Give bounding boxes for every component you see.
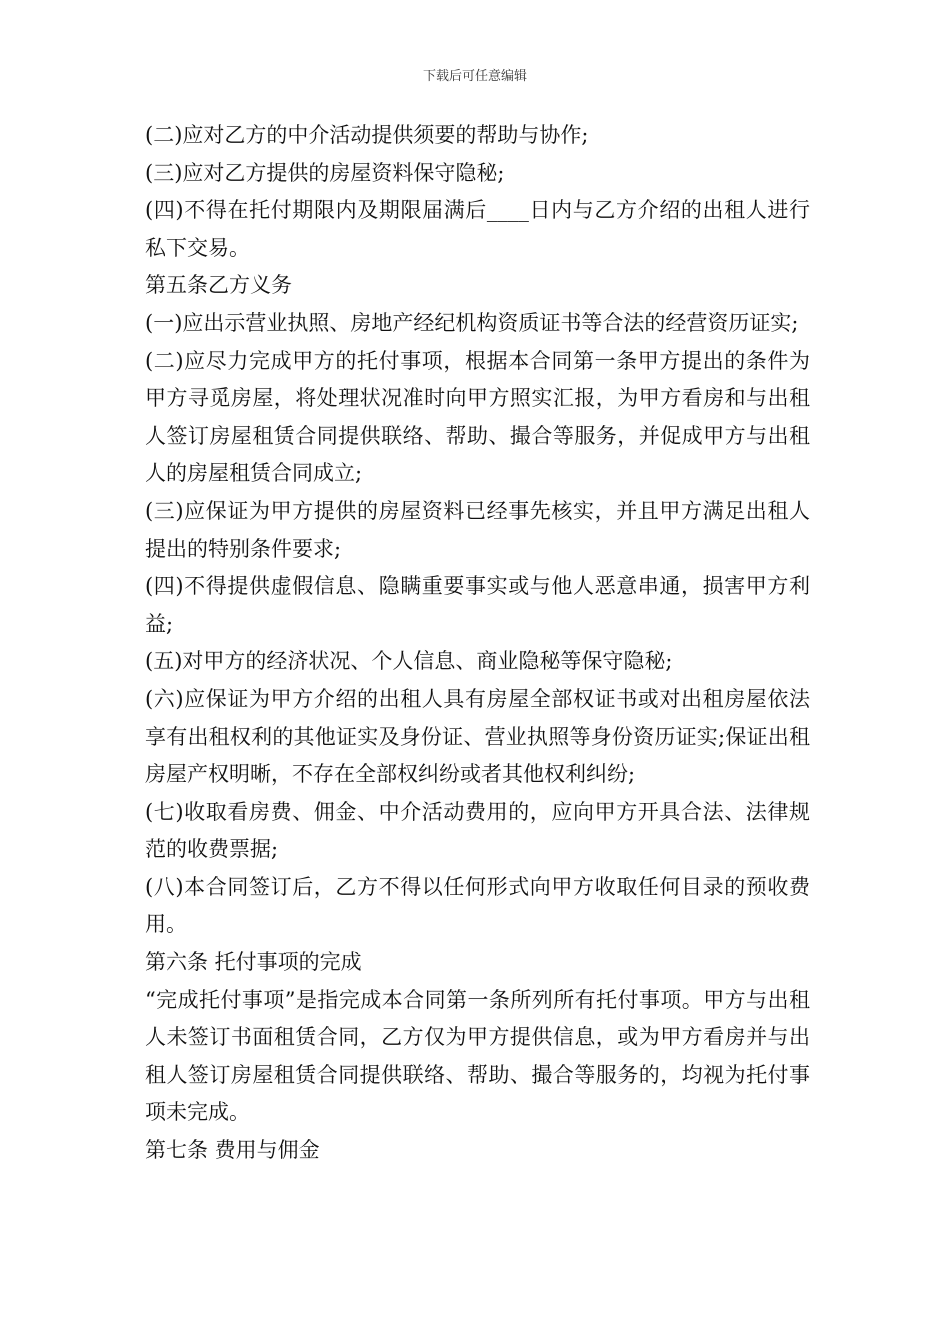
clause-item: (三)应对乙方提供的房屋资料保守隐秘; bbox=[145, 160, 505, 185]
header-note: 下载后可任意编辑 bbox=[422, 69, 527, 84]
clause-item: (四)不得提供虚假信息、隐瞒重要事实或与他人恶意串通，损害甲方利益; bbox=[145, 574, 810, 636]
document-body bbox=[145, 117, 810, 1170]
section-heading: 第七条 费用与佣金 bbox=[145, 1138, 320, 1163]
clause-item: (四)不得在托付期限内及期限届满后____日内与乙方介绍的出租人进行私下交易。 bbox=[145, 198, 810, 260]
clause-item: (一)应出示营业执照、房地产经纪机构资质证书等合法的经营资历证实; bbox=[145, 310, 799, 335]
clause-item: (七)收取看房费、佣金、中介活动费用的，应向甲方开具合法、法律规范的收费票据; bbox=[145, 799, 810, 862]
clause-item: (五)对甲方的经济状况、个人信息、商业隐秘等保守隐秘; bbox=[145, 649, 673, 674]
definition-paragraph: “完成托付事项”是指完成本合同第一条所列所有托付事项。甲方与出租人未签订书面租赁合同，乙方仅为甲方提供信息，或为甲方看房并与出租人签订房屋租赁合同提供联络、帮助、撮合等服务的，均视为托付事项未完成。 bbox=[145, 987, 810, 1125]
clause-item: (二)应尽力完成甲方的托付事项，根据本合同第一条甲方提出的条件为甲方寻觅房屋，将处理状况准时向甲方照实汇报，为甲方看房和与出租人签订房屋租赁合同提供联络、帮助、撮合等服务，并促成甲方与出租人的房屋租赁合同成立; bbox=[145, 348, 810, 486]
section-heading: 第五条乙方义务 bbox=[145, 273, 292, 298]
clause-item: (八)本合同签订后，乙方不得以任何形式向甲方收取任何目录的预收费用。 bbox=[145, 874, 810, 937]
section-heading: 第六条 托付事项的完成 bbox=[145, 950, 362, 975]
clause-item: (六)应保证为甲方介绍的出租人具有房屋全部权证书或对出租房屋依法享有出租权利的其他证实及身份证、营业执照等身份资历证实;保证出租房屋产权明晰，不存在全部权纠纷或者其他权利纠纷; bbox=[145, 686, 810, 787]
clause-item: (三)应保证为甲方提供的房屋资料已经事先核实，并且甲方满足出租人提出的特别条件要求; bbox=[145, 498, 810, 561]
clause-item: (二)应对乙方的中介活动提供须要的帮助与协作; bbox=[145, 123, 589, 147]
